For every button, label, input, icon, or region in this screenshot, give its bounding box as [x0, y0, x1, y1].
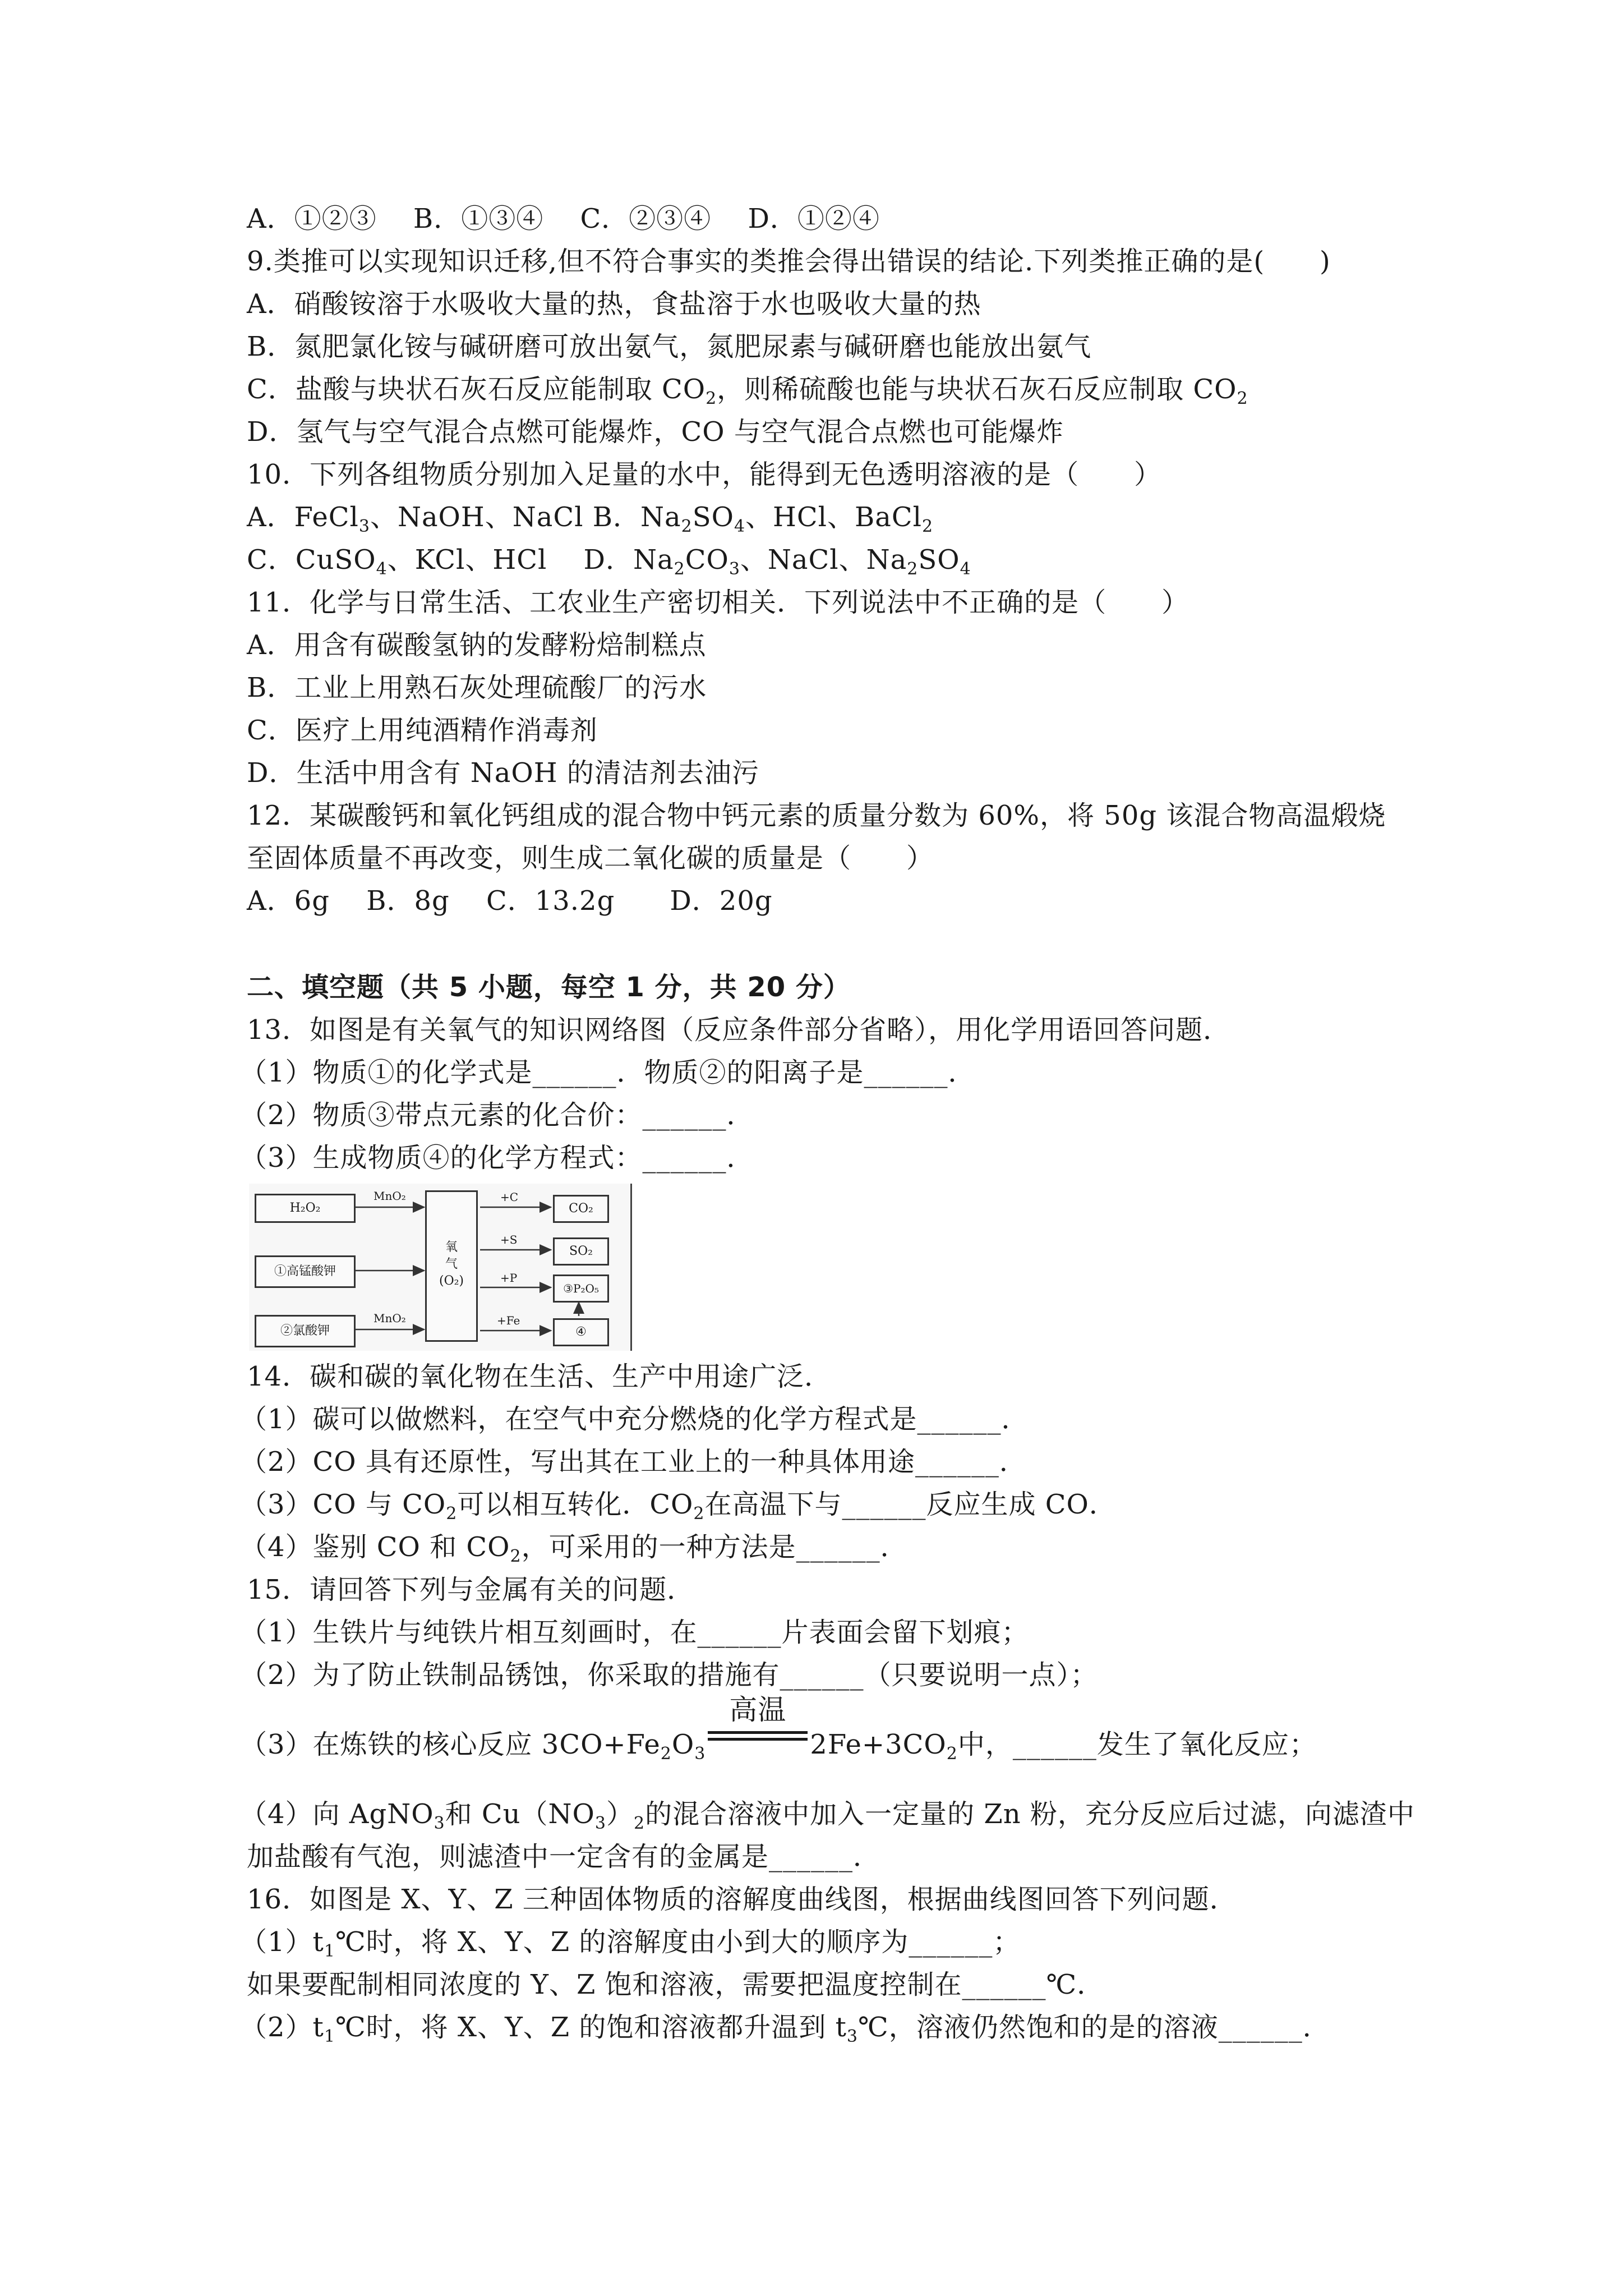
subscript: 1 [324, 2027, 335, 2046]
q15-stem: 15．请回答下列与金属有关的问题． [247, 1574, 695, 1605]
text: 的混合溶液中加入一定量的 Zn 粉，充分反应后过滤，向滤渣中 [645, 1798, 1415, 1830]
fe-product-box: ④ [553, 1318, 609, 1346]
text: O [671, 1729, 695, 1760]
equation-bar [708, 1738, 808, 1741]
subscript: 2 [681, 517, 693, 536]
q16-stem: 16．如图是 X、Y、Z 三种固体物质的溶解度曲线图，根据曲线图回答下列问题． [247, 1884, 1237, 1915]
subscript: 1 [324, 1941, 335, 1961]
subscript: 4 [960, 559, 971, 579]
text: ） [606, 1798, 634, 1830]
text: （2）t [240, 2012, 324, 2043]
plus-fe-label: +Fe [497, 1314, 520, 1327]
text: CO [685, 544, 729, 576]
text: 2Fe+3CO [810, 1729, 947, 1760]
q14-stem: 14．碳和碳的氧化物在生活、生产中用途广泛． [247, 1361, 832, 1392]
p2o5-box: ③P₂O₅ [553, 1274, 609, 1303]
q11-stem: 11．化学与日常生活、工农业生产密切相关．下列说法中不正确的是（ ） [247, 587, 1189, 618]
text: 中，______发生了氧化反应； [957, 1729, 1317, 1760]
oxygen-network-diagram [249, 1184, 632, 1351]
subscript: 2 [634, 1814, 645, 1833]
text: A．FeCl [247, 501, 359, 533]
subscript: 3 [846, 2027, 859, 2046]
q10-options-ab [247, 500, 933, 534]
text: （4）向 AgNO [240, 1798, 434, 1830]
text: ℃时，将 X、Y、Z 的饱和溶液都升温到 t [335, 2012, 847, 2043]
subscript: 2 [446, 1504, 458, 1524]
q14-part3 [240, 1488, 1117, 1524]
kclo3-box: ②氯酸钾 [255, 1315, 356, 1347]
subscript: 2 [1237, 389, 1248, 408]
text: 和 Cu（NO [445, 1798, 595, 1830]
section-title: 二、填空题（共 5 小题，每空 1 分，共 20 分） [247, 972, 851, 1003]
q14-part4 [240, 1530, 908, 1564]
co2-box: CO₂ [553, 1195, 609, 1223]
subscript: 4 [376, 559, 388, 579]
text: ℃时，将 X、Y、Z 的溶解度由小到大的顺序为______； [335, 1926, 1021, 1958]
text: 可以相互转化．CO [457, 1489, 694, 1520]
q9-stem: 9.类推可以实现知识迁移,但不符合事实的类推会得出错误的结论.下列类推正确的是( ) [247, 246, 1331, 277]
text: 、HCl、BaCl [745, 501, 922, 533]
reaction-condition [706, 1694, 810, 1761]
oxygen-box [425, 1190, 478, 1342]
q15-part4 [240, 1797, 1415, 1831]
oxygen-formula: (O₂) [439, 1274, 464, 1288]
condition-text: 高温 [729, 1694, 787, 1726]
text: （1）t [240, 1926, 324, 1958]
text: ℃，溶液仍然饱和的是的溶液______． [858, 2012, 1330, 2043]
q14-part1: （1）碳可以做燃料，在空气中充分燃烧的化学方程式是______． [240, 1404, 1029, 1435]
oxygen-char-1: 氧 [445, 1240, 458, 1254]
text: （3）在炼铁的核心反应 3CO+Fe [240, 1729, 661, 1760]
q13-stem: 13．如图是有关氧气的知识网络图（反应条件部分省略），用化学用语回答问题． [247, 1014, 1231, 1046]
q16-part1 [240, 1925, 1020, 1959]
text: C．CuSO [247, 544, 376, 576]
subscript: 2 [706, 389, 717, 408]
kmno4-box: ①高锰酸钾 [255, 1255, 356, 1288]
subscript: 2 [510, 1547, 522, 1566]
subscript: 3 [434, 1814, 445, 1833]
q11-option-b: B．工业上用熟石灰处理硫酸厂的污水 [247, 672, 707, 703]
q15-part1: （1）生铁片与纯铁片相互刻画时，在______片表面会留下划痕； [240, 1617, 1029, 1648]
text: ，可采用的一种方法是______． [521, 1531, 908, 1563]
q15-part4-line2: 加盐酸有气泡，则滤渣中一定含有的金属是______． [247, 1841, 881, 1872]
q11-option-a: A．用含有碳酸氢钠的发酵粉焙制糕点 [247, 629, 707, 661]
text: （3）CO 与 CO [240, 1489, 446, 1520]
q16-part1-line2: 如果要配制相同浓度的 Y、Z 饱和溶液，需要把温度控制在______℃． [247, 1969, 1105, 2000]
text: 、NaOH、NaCl B．Na [370, 501, 681, 533]
text: ，则稀硫酸也能与块状石灰石反应制取 CO [717, 374, 1237, 405]
mno2-label-top: MnO₂ [374, 1189, 406, 1203]
text: 、NaCl、Na [740, 544, 907, 576]
text: C．盐酸与块状石灰石反应能制取 CO [247, 374, 706, 405]
q8-options: A．①②③ B．①③④ C．②③④ D．①②④ [247, 203, 880, 234]
mno2-label-bottom: MnO₂ [374, 1312, 406, 1325]
text: SO [918, 544, 960, 576]
q9-option-a: A．硝酸铵溶于水吸收大量的热，食盐溶于水也吸收大量的热 [247, 288, 981, 320]
subscript: 2 [946, 1744, 958, 1764]
h2o2-box: H₂O₂ [255, 1194, 356, 1223]
q12-options: A．6g B．8g C．13.2g D．20g [247, 885, 773, 917]
subscript: 2 [660, 1744, 672, 1764]
text: （4）鉴别 CO 和 CO [240, 1531, 510, 1563]
equation-bar [708, 1731, 808, 1734]
text: 、KCl、HCl D．Na [387, 544, 674, 576]
q10-stem: 10．下列各组物质分别加入足量的水中，能得到无色透明溶液的是（ ） [247, 459, 1162, 490]
q13-part1: （1）物质①的化学式是______．物质②的阳离子是______． [240, 1057, 976, 1088]
subscript: 3 [594, 1814, 606, 1833]
q12-stem-line1: 12．某碳酸钙和氧化钙组成的混合物中钙元素的质量分数为 60%，将 50g 该混合物高温煅烧 [247, 800, 1386, 831]
q10-options-cd [247, 543, 971, 577]
q12-stem-line2: 至固体质量不再改变，则生成二氧化碳的质量是（ ） [247, 843, 934, 874]
subscript: 3 [694, 1744, 706, 1764]
plus-s-label: +S [500, 1233, 518, 1246]
q16-part2 [240, 2010, 1330, 2044]
subscript: 2 [693, 1504, 705, 1524]
subscript: 3 [358, 517, 370, 536]
q13-part2: （2）物质③带点元素的化合价：______． [240, 1099, 754, 1131]
plus-c-label: +C [500, 1190, 519, 1204]
text: SO [692, 501, 734, 533]
q9-option-d: D．氢气与空气混合点燃可能爆炸，CO 与空气混合点燃也可能爆炸 [247, 416, 1064, 448]
q9-option-c [247, 372, 1248, 406]
q11-option-d: D．生活中用含有 NaOH 的清洁剂去油污 [247, 757, 759, 789]
subscript: 4 [734, 517, 746, 536]
q9-option-b: B．氮肥氯化铵与碱研磨可放出氨气，氮肥尿素与碱研磨也能放出氨气 [247, 331, 1092, 362]
subscript: 2 [921, 517, 934, 536]
subscript: 2 [907, 559, 919, 579]
oxygen-char-2: 气 [445, 1257, 458, 1271]
plus-p-label: +P [500, 1271, 518, 1285]
subscript: 2 [674, 559, 685, 579]
q15-part2: （2）为了防止铁制品锈蚀，你采取的措施有______（只要说明一点）； [240, 1659, 1098, 1691]
so2-box: SO₂ [553, 1237, 609, 1266]
text: 在高温下与______反应生成 CO． [704, 1489, 1117, 1520]
q13-part3: （3）生成物质④的化学方程式：______． [240, 1142, 754, 1174]
subscript: 3 [728, 559, 740, 579]
q15-part3 [240, 1694, 1317, 1764]
q14-part2: （2）CO 具有还原性，写出其在工业上的一种具体用途______． [240, 1446, 1027, 1478]
q11-option-c: C．医疗上用纯酒精作消毒剂 [247, 715, 598, 746]
